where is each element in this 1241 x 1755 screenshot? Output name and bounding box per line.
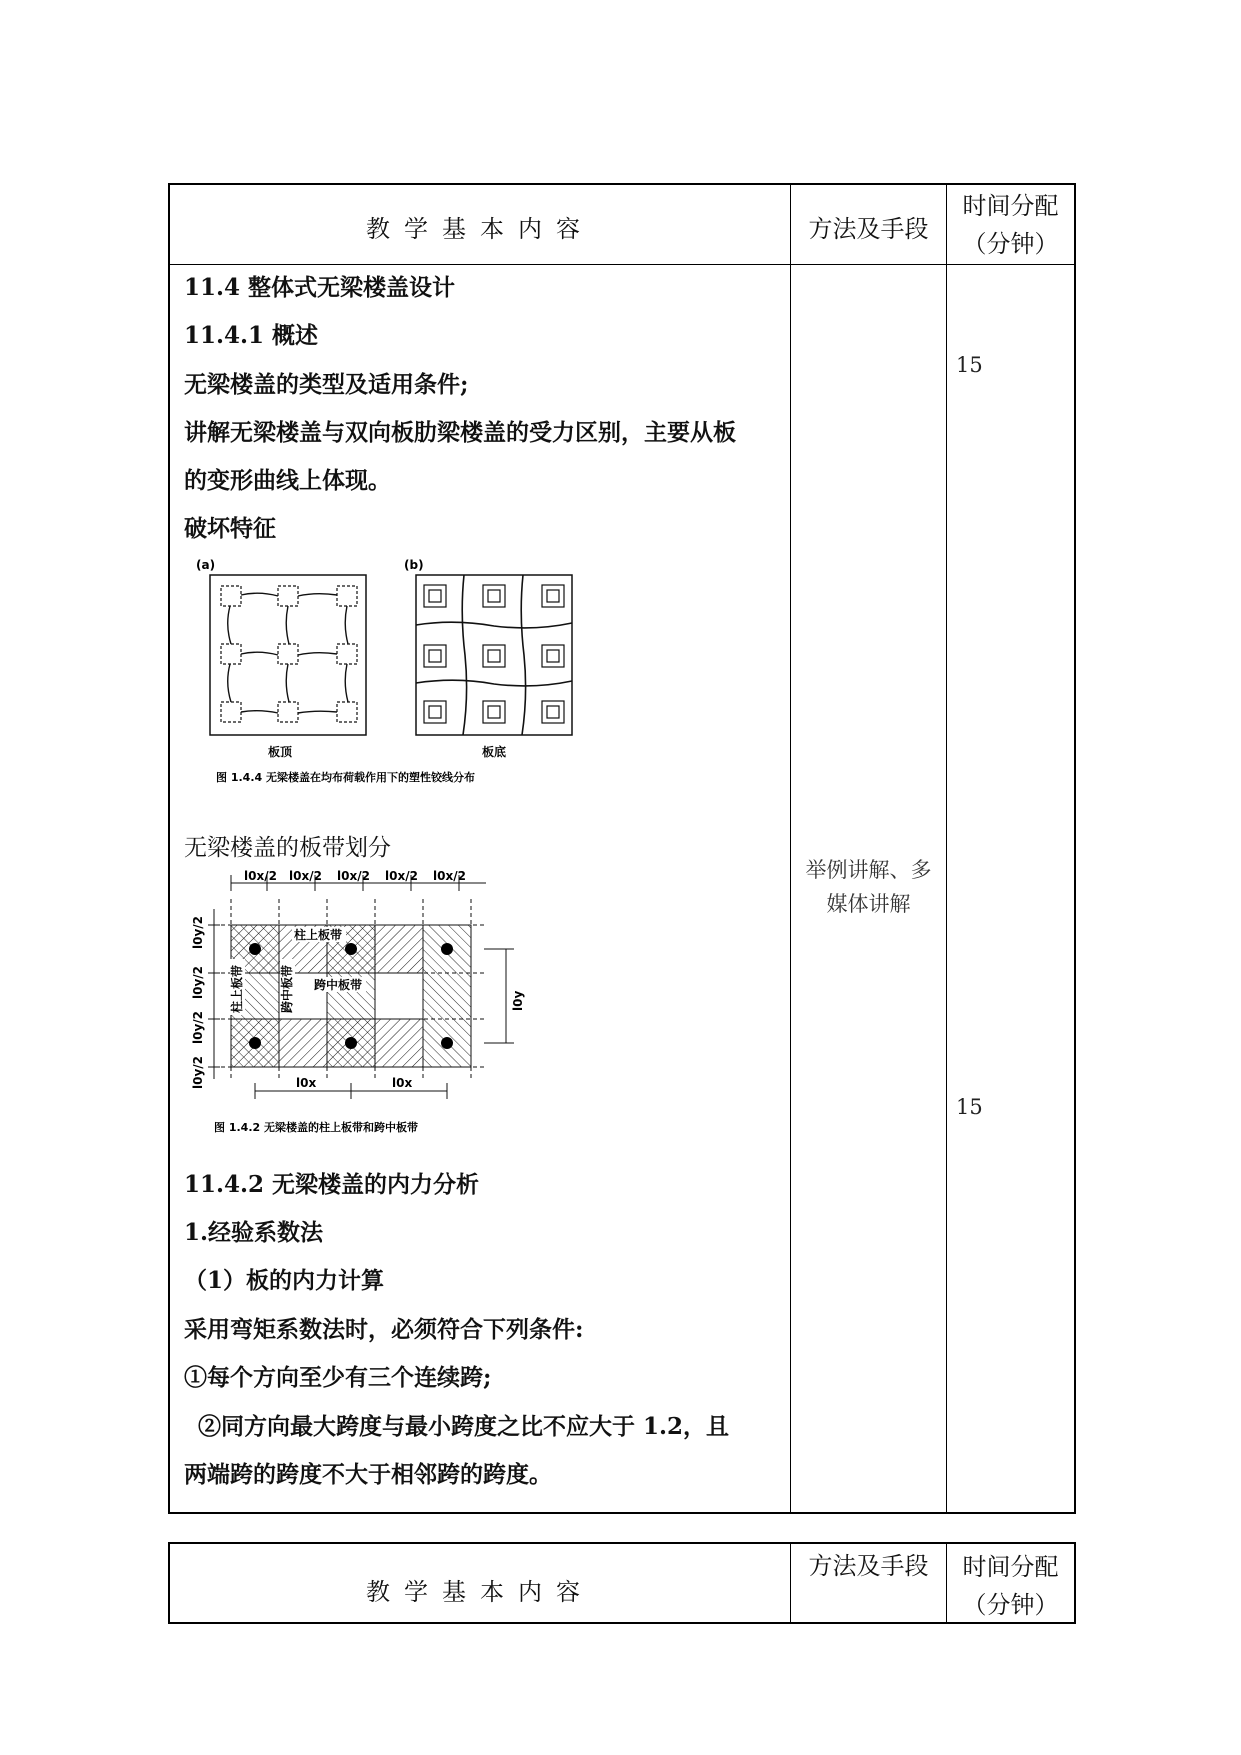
method-cell [791, 853, 946, 921]
header-time [947, 1548, 1074, 1624]
paragraph: ②同方向最大跨度与最小跨度之比不应大于 1.2，且 [198, 1413, 730, 1440]
lesson-table [168, 183, 1076, 1514]
middle-strip-label-vertical: 跨中板带 [280, 964, 294, 1013]
column-strip-label-vertical: 柱上板带 [230, 964, 244, 1013]
bottom-dim-label: l0x [296, 1076, 317, 1090]
paragraph: （1）板的内力计算 [184, 1267, 385, 1294]
subsection-title: 11.4.1 概述 [184, 322, 319, 349]
paragraph: ①每个方向至少有三个连续跨; [184, 1364, 492, 1391]
header-time-line1: 时间分配 [962, 1553, 1059, 1581]
left-dim-label: l0y/2 [191, 915, 205, 949]
top-dim-label: l0x/2 [244, 869, 277, 883]
left-dim-label: l0y/2 [191, 1055, 205, 1089]
paragraph: 两端跨的跨度不大于相邻跨的跨度。 [184, 1461, 552, 1488]
left-dim-label: l0y/2 [191, 965, 205, 999]
figure-strips-drawing [184, 869, 544, 1144]
bottom-dim-label: l0x [392, 1076, 413, 1090]
column-strip-label: 柱上板带 [294, 928, 343, 942]
time-value: 15 [956, 1095, 983, 1119]
paragraph: 无梁楼盖的类型及适用条件; [184, 371, 469, 398]
paragraph: 1.经验系数法 [184, 1219, 324, 1246]
header-time [947, 187, 1074, 263]
figure-label-b: (b) [404, 559, 424, 572]
section-title: 11.4 整体式无梁楼盖设计 [184, 274, 456, 301]
column-divider [790, 185, 791, 1512]
left-dim-label: l0y/2 [191, 1010, 205, 1044]
right-dim-label: l0y [511, 990, 525, 1011]
header-time-line2: （分钟） [962, 1591, 1059, 1619]
top-dim-label: l0x/2 [337, 869, 370, 883]
header-content: 教学基本内容 [366, 1578, 594, 1606]
panel-a-label: 板顶 [267, 745, 293, 759]
top-dim-label: l0x/2 [289, 869, 322, 883]
panel-b [416, 575, 572, 735]
paragraph: 无梁楼盖的板带划分 [184, 835, 391, 861]
paragraph: 破坏特征 [184, 515, 276, 542]
method-line: 媒体讲解 [826, 892, 911, 916]
figure-strips [184, 869, 544, 1144]
method-line: 举例讲解、多 [805, 858, 932, 882]
subsection-title: 11.4.2 无梁楼盖的内力分析 [184, 1171, 480, 1198]
figure-yield-lines [194, 559, 584, 789]
lesson-table-next [168, 1542, 1076, 1624]
top-dim-label: l0x/2 [433, 869, 466, 883]
figure-caption: 图 1.4.2 无梁楼盖的柱上板带和跨中板带 [214, 1121, 418, 1134]
paragraph: 采用弯矩系数法时，必须符合下列条件: [184, 1316, 584, 1343]
paragraph: 讲解无梁楼盖与双向板肋梁楼盖的受力区别，主要从板 [184, 419, 736, 446]
figure-yield-lines-drawing [194, 559, 584, 789]
paragraph: 的变形曲线上体现。 [184, 467, 391, 494]
header-divider [170, 264, 1074, 265]
figure-label-a: (a) [196, 559, 216, 572]
header-method: 方法及手段 [808, 215, 929, 243]
header-time-line2: （分钟） [962, 230, 1059, 258]
panel-a [210, 575, 366, 735]
header-time-line1: 时间分配 [962, 192, 1059, 220]
middle-strip-label: 跨中板带 [314, 978, 363, 992]
panel-b-label: 板底 [481, 745, 507, 759]
header-content: 教学基本内容 [366, 215, 594, 243]
figure-caption: 图 1.4.4 无梁楼盖在均布荷载作用下的塑性铰线分布 [216, 771, 475, 784]
column-divider [946, 185, 947, 1512]
time-value: 15 [956, 353, 983, 377]
top-dim-label: l0x/2 [385, 869, 418, 883]
header-method: 方法及手段 [808, 1552, 929, 1580]
